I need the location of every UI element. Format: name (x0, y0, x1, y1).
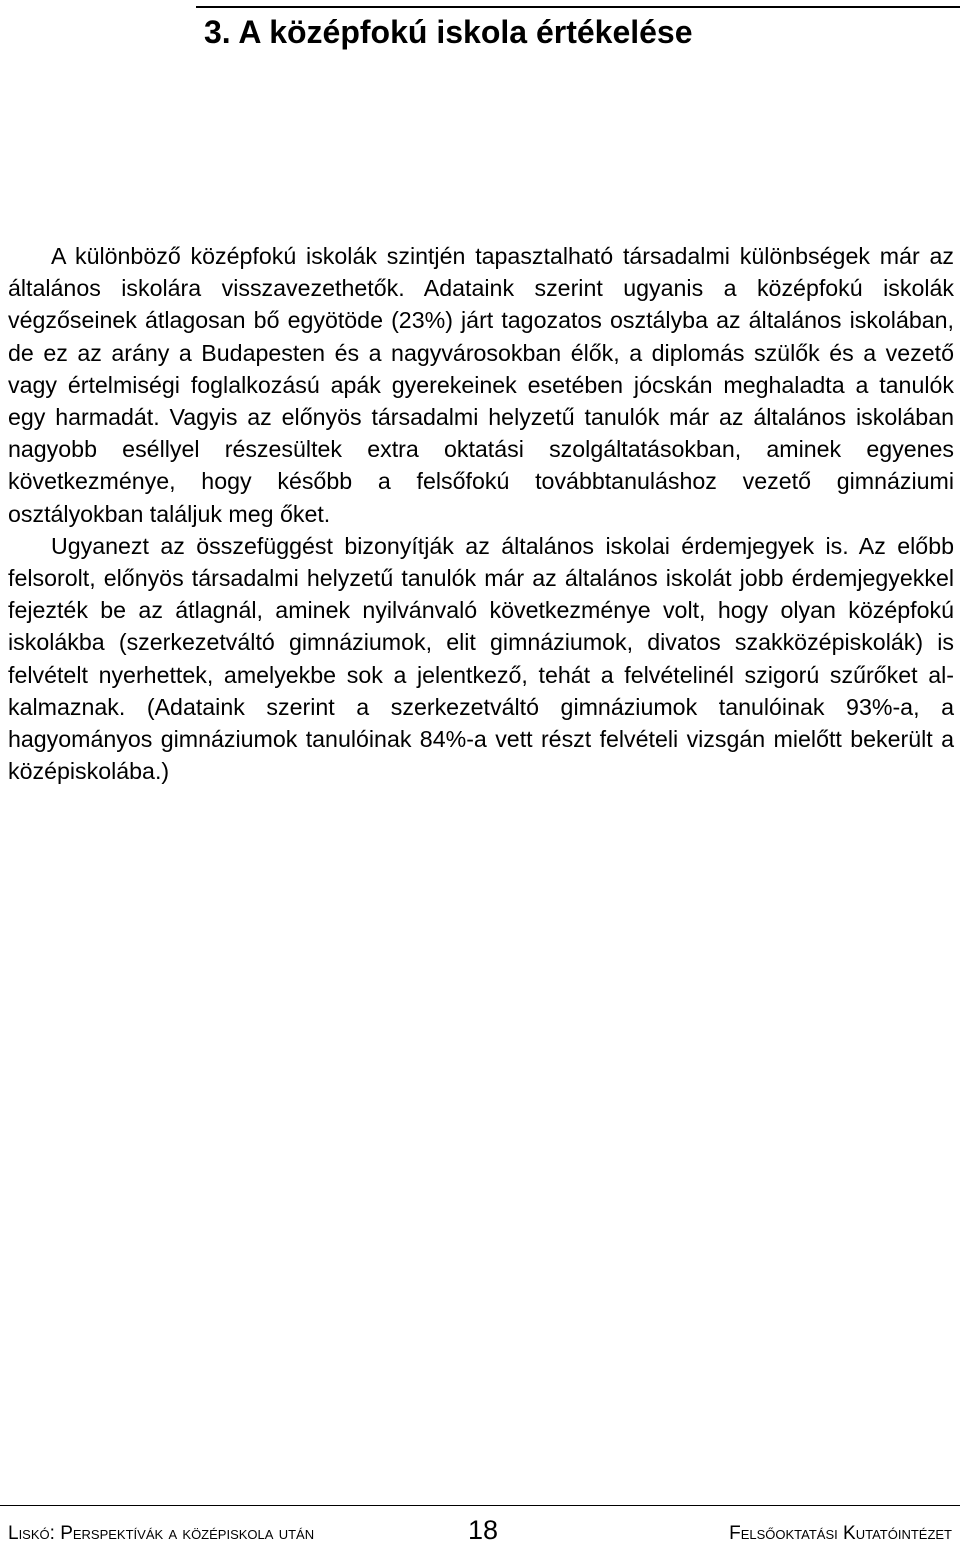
paragraph: Ugyanezt az összefüggést bizonyítják az általános iskolai érdemjegyek is. Az előbb felsorolt, előnyös társadalmi helyzetű tanulók már az általános iskolát jobb érdemjegyekkel fejezték be az átlagnál, aminek nyilvánvaló következménye volt, hogy olyan középfokú iskolákba (szerkezetváltó gimnáziumok, elit gimnáziumok, divatos szakközépiskolák) is felvételt nyerhettek, amelyekbe sok a jelentkező, tehát a felvételinél szigorú szűrőket alkalmaznak. (Adataink szerint a szerkezetváltó gimnáziumok tanulóinak 93%-a, a hagyományos gimnáziumok tanulóinak 84%-a vett részt felvételi vizsgán mielőtt bekerült a középiskolába.) (8, 532, 954, 785)
page-footer (0, 1505, 960, 1549)
body-text (8, 240, 954, 787)
footer-rule (0, 1505, 960, 1506)
header-rule (196, 6, 960, 8)
page-number: 18 (468, 1515, 499, 1545)
page-header (0, 0, 960, 62)
chapter-title: 3. A középfokú iskola értékelése (204, 14, 693, 50)
paragraph: A különböző középfokú iskolák szintjén tapasztalható társadalmi különbségek már az általános iskolára visszavezethetők. Adataink szerint ugyanis a középfokú iskolák végzőseinek átlagosan bő egyötöde (23%) járt tagozatos osztályba az általános iskolában, de ez az arány a Budapesten és a nagyvárosokban élők, a diplomás szülők és a vezető vagy értelmiségi foglalkozású apák gyerekeinek esetében jócskán meghaladta a tanulók egy harmadát. Vagyis az előnyös társadalmi helyzetű tanulók már az általános iskolában nagyobb eséllyel részesültek extra oktatási szolgáltatásokban, aminek egyenes következménye, hogy később a felsőfokú továbbtanuláshoz vezető gimnáziumi osztályokban találjuk meg őket. (8, 243, 954, 527)
footer-publisher: Felsőoktatási Kutatóintézet (729, 1523, 952, 1544)
footer-author-title: Liskó: Perspektívák a középiskola után (8, 1523, 315, 1544)
